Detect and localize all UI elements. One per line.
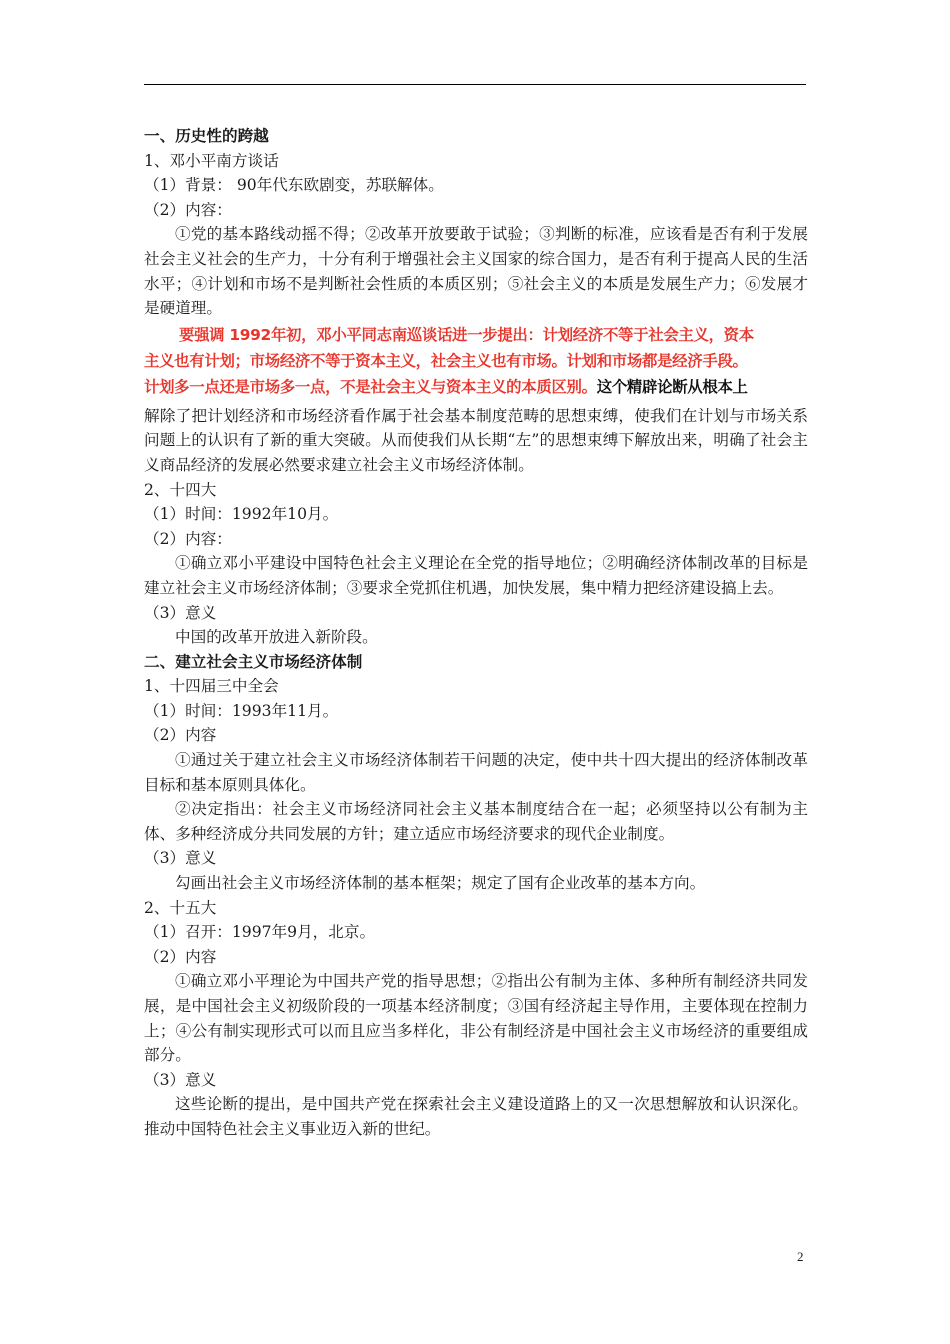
sub-1-continuation: 解除了把计划经济和市场经济看作属于社会基本制度范畴的思想束缚，使我们在计划与市场关系问题上的认识有了新的重大突破。从而使我们从长期“左”的思想束缚下解放出来，明确了社会主义商品经济的发展必然要求建立社会主义市场经济体制。 <box>144 406 808 474</box>
s2-sub-1-meaning-label: （3）意义 <box>144 849 217 868</box>
section-2-title: 二、建立社会主义市场经济体制 <box>144 651 363 671</box>
header-rule <box>144 84 806 85</box>
section-2-sub-1-title: 1、十四届三中全会 <box>144 677 279 696</box>
s2-sub-1-meaning-text: 勾画出社会主义市场经济体制的基本框架；规定了国有企业改革的基本方向。 <box>175 874 706 893</box>
handwritten-annotation <box>144 322 808 400</box>
s2-sub-1-time: （1）时间：1993年11月。 <box>144 701 339 720</box>
section-1-sub-1-title: 1、邓小平南方谈话 <box>144 151 279 170</box>
handwritten-black-text: 这个精辟论断从根本上 <box>596 377 748 396</box>
s2-sub-2-meaning-text: 这些论断的提出，是中国共产党在探索社会主义建设道路上的又一次思想解放和认识深化。推动中国特色社会主义事业迈入新的世纪。 <box>144 1095 808 1138</box>
handwritten-red-line-2: 主义也有计划；市场经济不等于资本主义，社会主义也有市场。计划和市场都是经济手段。 <box>144 351 748 370</box>
sub-2-meaning-label: （3）意义 <box>144 603 217 622</box>
document-body <box>144 124 808 1142</box>
handwritten-red-line-3: 计划多一点还是市场多一点，不是社会主义与资本主义的本质区别。 <box>144 377 597 396</box>
section-1-title: 一、历史性的跨越 <box>144 126 269 145</box>
s2-sub-1-content-text-2: ②决定指出：社会主义市场经济同社会主义基本制度结合在一起；必须坚持以公有制为主体、多种经济成分共同发展的方针；建立适应市场经济要求的现代企业制度。 <box>144 800 808 843</box>
sub-2-content-text: ①确立邓小平建设中国特色社会主义理论在全党的指导地位；②明确经济体制改革的目标是建立社会主义市场经济体制；③要求全党抓住机遇，加快发展，集中精力把经济建设搞上去。 <box>144 554 808 597</box>
s2-sub-1-content-label: （2）内容 <box>144 726 217 745</box>
sub-2-time: （1）时间：1992年10月。 <box>144 505 339 524</box>
sub-2-content-label: （2）内容： <box>144 529 232 548</box>
s2-sub-2-content-text: ①确立邓小平理论为中国共产党的指导思想；②指出公有制为主体、多种所有制经济共同发展，是中国社会主义初级阶段的一项基本经济制度；③国有经济起主导作用，主要体现在控制力上；④公有制实现形式可以而且应当多样化，非公有制经济是中国社会主义市场经济的重要组成部分。 <box>144 972 808 1065</box>
sub-1-content-text: ①党的基本路线动摇不得；②改革开放要敢于试验；③判断的标准，应该看是否有利于发展社会主义社会的生产力，十分有利于增强社会主义国家的综合国力，是否有利于提高人民的生活水平；④计划和市场不是判断社会性质的本质区别；⑤社会主义的本质是发展生产力；⑥发展才是硬道理。 <box>144 225 808 318</box>
s2-sub-2-content-label: （2）内容 <box>144 947 217 966</box>
section-1-sub-2-title: 2、十四大 <box>144 480 217 499</box>
section-2-sub-2-title: 2、十五大 <box>144 898 217 917</box>
page-number: 2 <box>797 1249 804 1264</box>
handwritten-red-line-1: 要强调 1992年初，邓小平同志南巡谈话进一步提出：计划经济不等于社会主义，资本 <box>179 325 754 344</box>
s2-sub-2-meaning-label: （3）意义 <box>144 1070 217 1089</box>
sub-1-content-label: （2）内容： <box>144 200 232 219</box>
s2-sub-2-time: （1）召开：1997年9月，北京。 <box>144 923 376 942</box>
s2-sub-1-content-text-1: ①通过关于建立社会主义市场经济体制若干问题的决定，使中共十四大提出的经济体制改革目标和基本原则具体化。 <box>144 751 808 794</box>
sub-1-background: （1）背景： 90年代东欧剧变，苏联解体。 <box>144 176 444 195</box>
sub-2-meaning-text: 中国的改革开放进入新阶段。 <box>175 628 378 647</box>
